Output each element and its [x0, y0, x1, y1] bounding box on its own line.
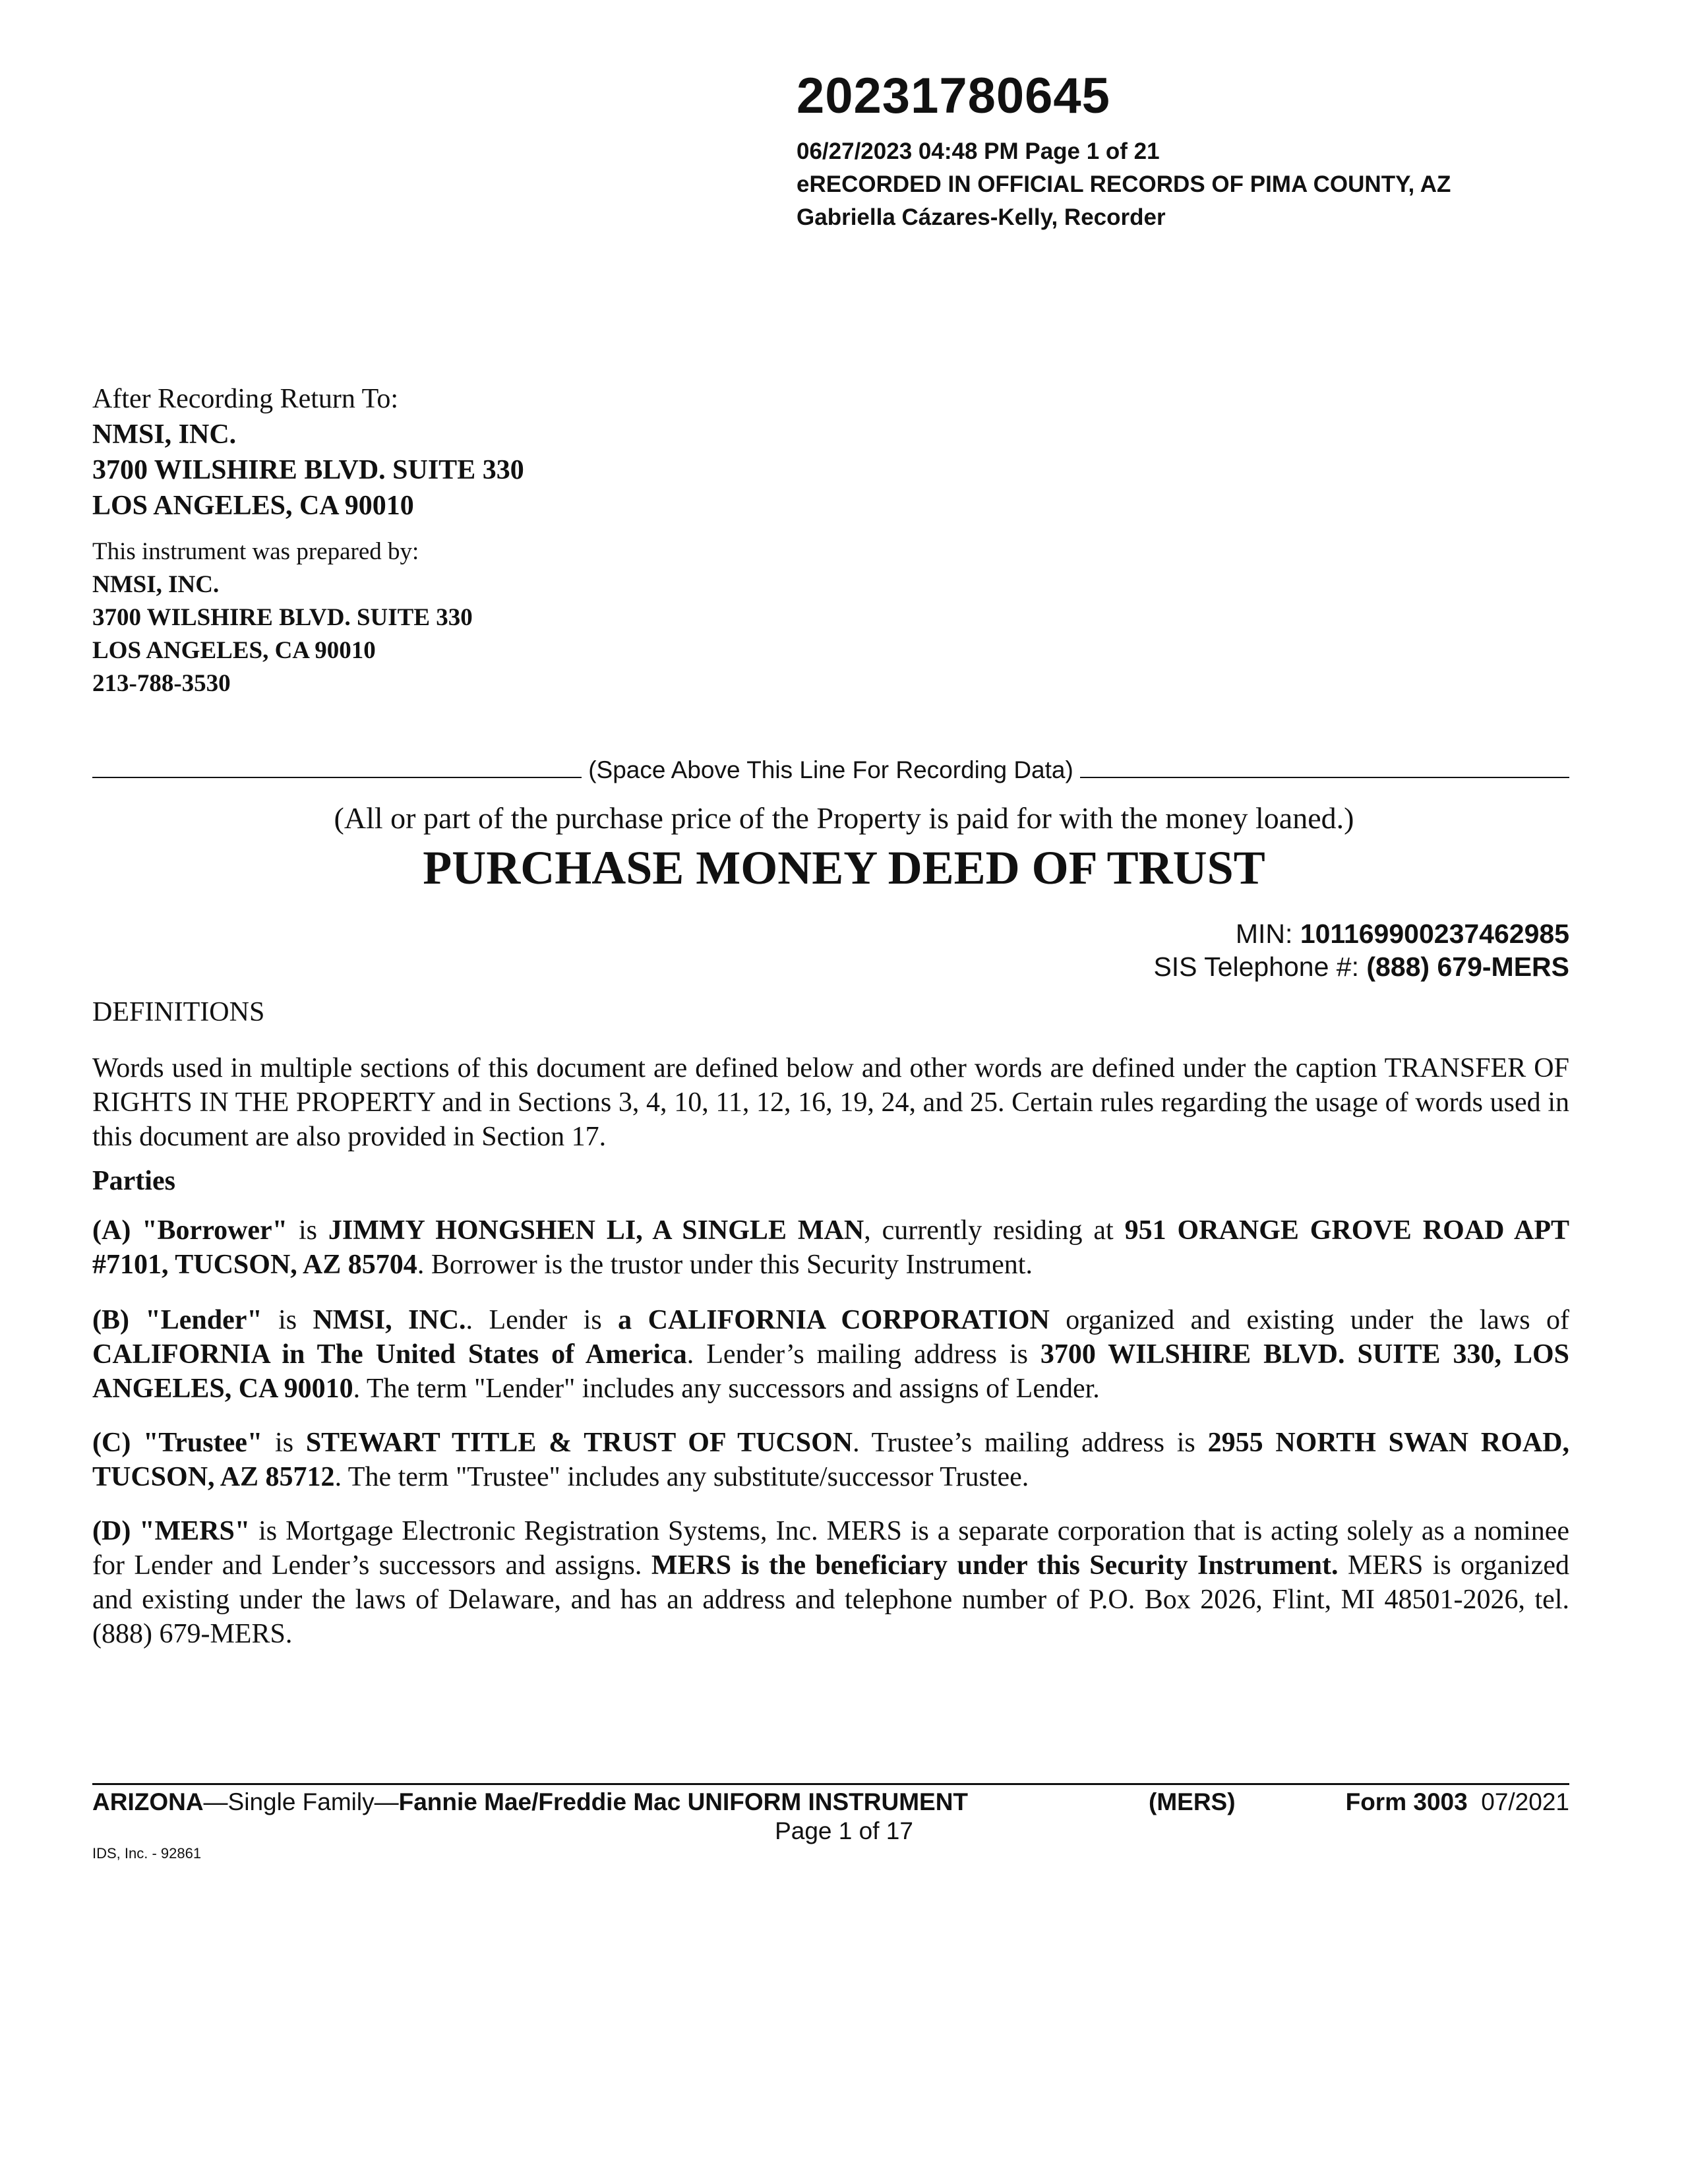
trustee-text: is: [262, 1428, 306, 1458]
lender-label: (B) "Lender": [92, 1305, 262, 1335]
lender-entity: a CALIFORNIA CORPORATION: [618, 1305, 1050, 1335]
mers-beneficiary: MERS is the beneficiary under this Security Instrument.: [651, 1550, 1339, 1581]
prepared-by-line: 213-788-3530: [92, 670, 231, 697]
footer-form-line: [92, 1790, 1569, 1814]
divider-rule-left: [92, 777, 582, 778]
trustee-definition: [92, 1426, 1569, 1494]
lender-text: organized and existing under the laws of: [1049, 1305, 1569, 1335]
mers-text: MERS is organized and existing under the laws of Delaware, and has an address and telephone number of P.O. Box 2026, Flint, MI 48501-2026, tel. (888) 679-MERS.: [92, 1550, 1570, 1649]
document-title: PURCHASE MONEY DEED OF TRUST: [423, 841, 1265, 894]
recording-divider: [92, 749, 1569, 782]
parties-heading: Parties: [92, 1166, 175, 1196]
footer-form: [1346, 1790, 1569, 1814]
footer-page-number: Page 1 of 17: [775, 1817, 913, 1844]
borrower-text: . Borrower is the trustor under this Security Instrument.: [417, 1250, 1033, 1280]
recording-recorder: Gabriella Cázares-Kelly, Recorder: [797, 204, 1166, 230]
recording-date-page: 06/27/2023 04:48 PM Page 1 of 21: [797, 138, 1160, 164]
mers-definition: [92, 1514, 1569, 1651]
return-to-label: After Recording Return To:: [92, 384, 399, 414]
lender-jurisdiction: CALIFORNIA in The United States of America: [92, 1339, 687, 1370]
footer-form-date: 07/2021: [1481, 1788, 1569, 1815]
trustee-text: . Trustee’s mailing address is: [853, 1428, 1208, 1458]
lender-definition: [92, 1303, 1569, 1406]
borrower-text: is: [287, 1215, 328, 1246]
return-to-line: LOS ANGELES, CA 90010: [92, 491, 414, 521]
trustee-name: STEWART TITLE & TRUST OF TUCSON: [305, 1428, 853, 1458]
mers-label: (D) "MERS": [92, 1516, 251, 1546]
sis-value: (888) 679-MERS: [1366, 952, 1569, 982]
lender-address: 3700 WILSHIRE BLVD. SUITE 330, LOS ANGELES, CA 90010: [92, 1339, 1570, 1404]
trustee-text: . The term "Trustee" includes any substitute/successor Trustee.: [334, 1462, 1029, 1492]
lender-text: is: [262, 1305, 313, 1335]
prepared-by-line: 3700 WILSHIRE BLVD. SUITE 330: [92, 604, 473, 631]
lender-text: . The term "Lender" includes any successors and assigns of Lender.: [353, 1374, 1100, 1404]
space-above-label: (Space Above This Line For Recording Data): [588, 756, 1073, 783]
footer-rule: [92, 1783, 1569, 1785]
return-to-line: NMSI, INC.: [92, 419, 237, 450]
return-to-line: 3700 WILSHIRE BLVD. SUITE 330: [92, 455, 524, 485]
mers-text: is Mortgage Electronic Registration Systems, Inc. MERS is a separate corporation that is acting solely as a nominee for Lender and Lender’s successors and assigns.: [92, 1516, 1569, 1581]
purchase-note: (All or part of the purchase price of the Property is paid for with the money loaned.): [334, 801, 1354, 835]
min-value: 101169900237462985: [1300, 919, 1569, 949]
borrower-text: , currently residing at: [864, 1215, 1125, 1246]
footer-form-number: Form 3003: [1345, 1788, 1468, 1815]
prepared-by-line: LOS ANGELES, CA 90010: [92, 637, 376, 664]
footer-instrument: Fannie Mae/Freddie Mac UNIFORM INSTRUMENT: [398, 1788, 969, 1815]
prepared-by-label: This instrument was prepared by:: [92, 538, 419, 565]
borrower-label: (A) "Borrower": [92, 1215, 288, 1246]
borrower-address: 951 ORANGE GROVE ROAD APT #7101, TUCSON, AZ 85704: [92, 1215, 1570, 1280]
recording-official: eRECORDED IN OFFICIAL RECORDS OF PIMA COUNTY, AZ: [797, 171, 1451, 197]
footer-ids: IDS, Inc. - 92861: [92, 1845, 202, 1862]
min-line: [1236, 921, 1569, 948]
divider-rule-right: [1080, 777, 1569, 778]
prepared-by-line: NMSI, INC.: [92, 571, 220, 598]
borrower-definition: [92, 1213, 1569, 1282]
sis-label: SIS Telephone #:: [1153, 952, 1367, 982]
definitions-heading: DEFINITIONS: [92, 997, 265, 1027]
footer-mers: (MERS): [1149, 1788, 1236, 1815]
borrower-name: JIMMY HONGSHEN LI, A SINGLE MAN: [328, 1215, 864, 1246]
trustee-label: (C) "Trustee": [92, 1428, 263, 1458]
lender-text: . Lender is: [466, 1305, 618, 1335]
lender-name: NMSI, INC.: [313, 1305, 466, 1335]
sis-line: [1153, 954, 1569, 981]
footer-state: ARIZONA: [92, 1788, 204, 1815]
definitions-intro: Words used in multiple sections of this document are defined below and other words are defined under the caption TRANSFER OF RIGHTS IN THE PROPERTY and in Sections 3, 4, 10, 11, 12, 16, 19, 24, and 25. Certain rules regarding the usage of words used in this document are also provided in Section 17.: [92, 1053, 1569, 1152]
trustee-address: 2955 NORTH SWAN ROAD, TUCSON, AZ 85712: [92, 1428, 1569, 1492]
recording-number: 20231780645: [797, 68, 1110, 124]
footer-family: —Single Family—: [203, 1788, 399, 1815]
min-label: MIN:: [1235, 919, 1300, 949]
lender-text: . Lender’s mailing address is: [686, 1339, 1040, 1370]
